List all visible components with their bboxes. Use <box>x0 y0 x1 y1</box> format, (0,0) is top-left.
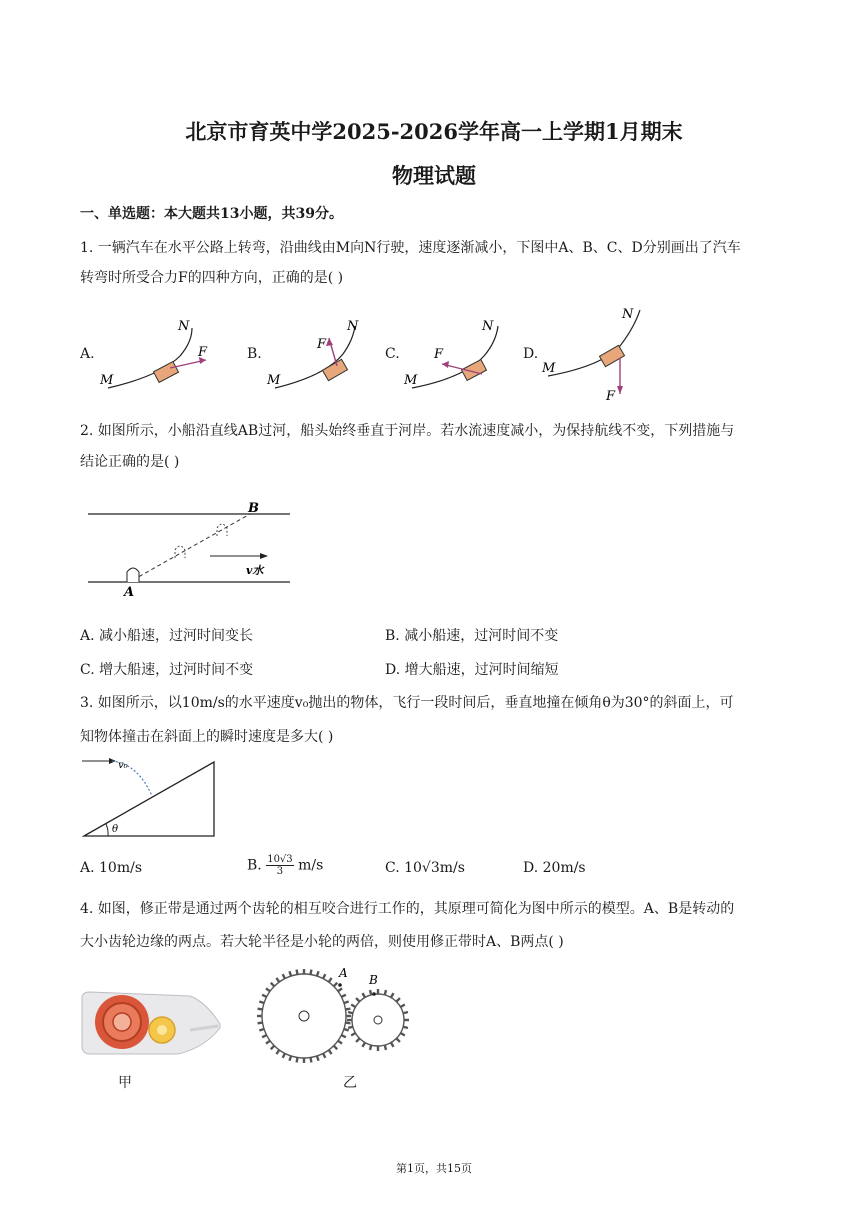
gear-tooth <box>259 1001 264 1003</box>
q4-line2: 大小齿轮边缘的两点。若大轮半径是小轮的两倍，则使用修正带时A、B两点( ) <box>80 934 564 950</box>
q2-option-d: D. 增大船速，过河时间缩短 <box>385 662 559 678</box>
q1-option-c: C. <box>385 346 400 362</box>
gear-tooth <box>259 1029 264 1031</box>
q3-option-a: A. 10m/s <box>80 860 143 876</box>
q2-label-b: B <box>248 501 259 516</box>
gear-tooth <box>391 1043 394 1047</box>
q2-label-v: v水 <box>246 564 264 577</box>
gear-tooth <box>391 993 394 997</box>
q3-incline-figure <box>82 756 222 842</box>
q3-option-c: C. 10√3m/s <box>385 860 465 876</box>
gears-figure <box>248 964 423 1064</box>
gear-label-b: B <box>369 973 378 987</box>
gear-tooth <box>363 1043 366 1047</box>
q1-figure-d <box>540 304 660 404</box>
gear-tooth <box>334 983 338 987</box>
q1-option-a: A. <box>80 346 95 362</box>
section-header: 一、单选题：本大题共13小题，共39分。 <box>80 206 343 222</box>
fig-label-yi: 乙 <box>343 1075 357 1091</box>
gear-tooth <box>258 1009 263 1010</box>
gear-tooth <box>345 1023 350 1024</box>
q1b-label-m: M <box>267 373 281 388</box>
page-footer: 第1页，共15页 <box>396 1162 472 1175</box>
gear-tooth <box>271 1046 275 1050</box>
q4-line1: 4. 如图，修正带是通过两个齿轮的相互咬合进行工作的，其原理可简化为图中所示的模型。A、B是转动的 <box>80 901 735 917</box>
gear-tooth <box>262 1035 266 1037</box>
q2-option-b: B. 减小船速，过河时间不变 <box>385 628 559 644</box>
gear-tooth <box>311 970 312 975</box>
gear-tooth <box>351 1005 355 1008</box>
q1b-label-f: F <box>317 337 327 352</box>
q3-option-b-prefix: B. <box>247 857 262 874</box>
fig-label-jia: 甲 <box>118 1075 132 1091</box>
gear-tooth <box>266 1041 270 1044</box>
gear-tooth <box>344 1029 349 1031</box>
q1d-label-n: N <box>622 307 634 322</box>
q3-line1: 3. 如图所示，以10m/s的水平速度v₀抛出的物体，飞行一段时间后，垂直地撞在倾角θ为30°的斜面上，可 <box>80 695 734 711</box>
gear-tooth <box>329 1050 332 1054</box>
gear-tooth <box>403 1027 408 1028</box>
gear-tooth <box>258 1023 263 1024</box>
gear-tooth <box>341 995 345 997</box>
q2-line2: 结论正确的是( ) <box>80 454 180 470</box>
gear-tooth <box>344 1001 349 1003</box>
gear-tooth <box>345 1009 350 1010</box>
gear-tooth <box>348 1027 353 1028</box>
gear-tooth <box>338 988 342 991</box>
q1-option-b: B. <box>247 346 262 362</box>
gear-tooth <box>370 1045 371 1050</box>
gear-tooth <box>262 995 266 997</box>
q3-option-b-numerator: 10√3 <box>267 854 293 865</box>
gear-tooth <box>385 1045 386 1050</box>
gear-tooth <box>311 1057 312 1062</box>
gear-tooth <box>396 998 400 1002</box>
gear-tooth <box>334 1046 338 1050</box>
gear-tooth <box>289 1056 291 1061</box>
q1-figure-a <box>100 316 220 396</box>
q3-label-theta: θ <box>112 824 119 835</box>
gear-tooth <box>323 974 325 978</box>
gear-tooth <box>396 1038 400 1042</box>
q1-figure-c <box>402 316 522 396</box>
q1a-label-m: M <box>100 373 114 388</box>
gear-tooth <box>276 1050 279 1054</box>
gear-tooth <box>329 978 332 982</box>
gear-tooth <box>338 1041 342 1044</box>
q1d-label-m: M <box>542 361 556 376</box>
q2-option-a: A. 减小船速，过河时间变长 <box>80 628 254 644</box>
q3-option-b-denominator: 3 <box>276 866 284 877</box>
gear-tooth <box>385 990 386 995</box>
q2-option-c: C. 增大船速，过河时间不变 <box>80 662 254 678</box>
q3-option-b-fraction <box>266 854 293 877</box>
page-title: 北京市育英中学2025-2026学年高一上学期1月期末 <box>185 119 683 144</box>
gear-tooth <box>271 983 275 987</box>
q2-line1: 2. 如图所示，小船沿直线AB过河，船头始终垂直于河岸。若水流速度减小，为保持航线不变，下列措施与 <box>80 423 735 439</box>
gear-tooth <box>351 1033 355 1036</box>
q1a-label-f: F <box>198 345 208 360</box>
gear-tooth <box>401 1005 405 1008</box>
q1d-label-f: F <box>606 389 616 404</box>
q2-river-figure <box>88 500 298 600</box>
gear-tooth <box>401 1033 405 1036</box>
q1-line1: 1. 一辆汽车在水平公路上转弯，沿曲线由M向N行驶，速度逐渐减小，下图中A、B、C、D分别画出了汽车 <box>80 240 741 256</box>
q3-option-d: D. 20m/s <box>523 860 586 876</box>
page-subtitle: 物理试题 <box>392 163 476 188</box>
correction-tape-image <box>78 990 228 1060</box>
gear-tooth <box>363 993 366 997</box>
gear-tooth <box>297 1057 298 1062</box>
gear-tooth <box>348 1012 353 1013</box>
gear-tooth <box>317 1056 319 1061</box>
gear-tooth <box>341 1035 345 1037</box>
gear-tooth <box>370 990 371 995</box>
gear-tooth <box>356 998 360 1002</box>
gear-tooth <box>297 970 298 975</box>
q3-option-b-unit: m/s <box>298 857 324 874</box>
gear-tooth <box>356 1038 360 1042</box>
q1-figure-b <box>265 316 385 396</box>
q1b-label-n: N <box>347 319 359 334</box>
q1c-label-m: M <box>404 373 418 388</box>
q1a-label-n: N <box>178 319 190 334</box>
q2-label-a: A <box>124 585 135 600</box>
q3-line2: 知物体撞击在斜面上的瞬时速度是多大( ) <box>80 729 334 745</box>
gear-tooth <box>323 1053 325 1057</box>
gear-tooth <box>317 971 319 976</box>
gear-tooth <box>283 1053 285 1057</box>
q1c-label-f: F <box>434 347 444 362</box>
gear-tooth <box>403 1012 408 1013</box>
gear-tooth <box>289 971 291 976</box>
q3-option-b <box>247 854 323 877</box>
gear-tooth <box>276 978 279 982</box>
q1c-label-n: N <box>482 319 494 334</box>
q1-option-d: D. <box>523 346 539 362</box>
gear-tooth <box>283 974 285 978</box>
gear-tooth <box>266 988 270 991</box>
gear-label-a: A <box>339 966 348 980</box>
q1-line2: 转弯时所受合力F的四种方向，正确的是( ) <box>80 270 344 286</box>
q3-label-v0: v₀ <box>118 760 128 771</box>
